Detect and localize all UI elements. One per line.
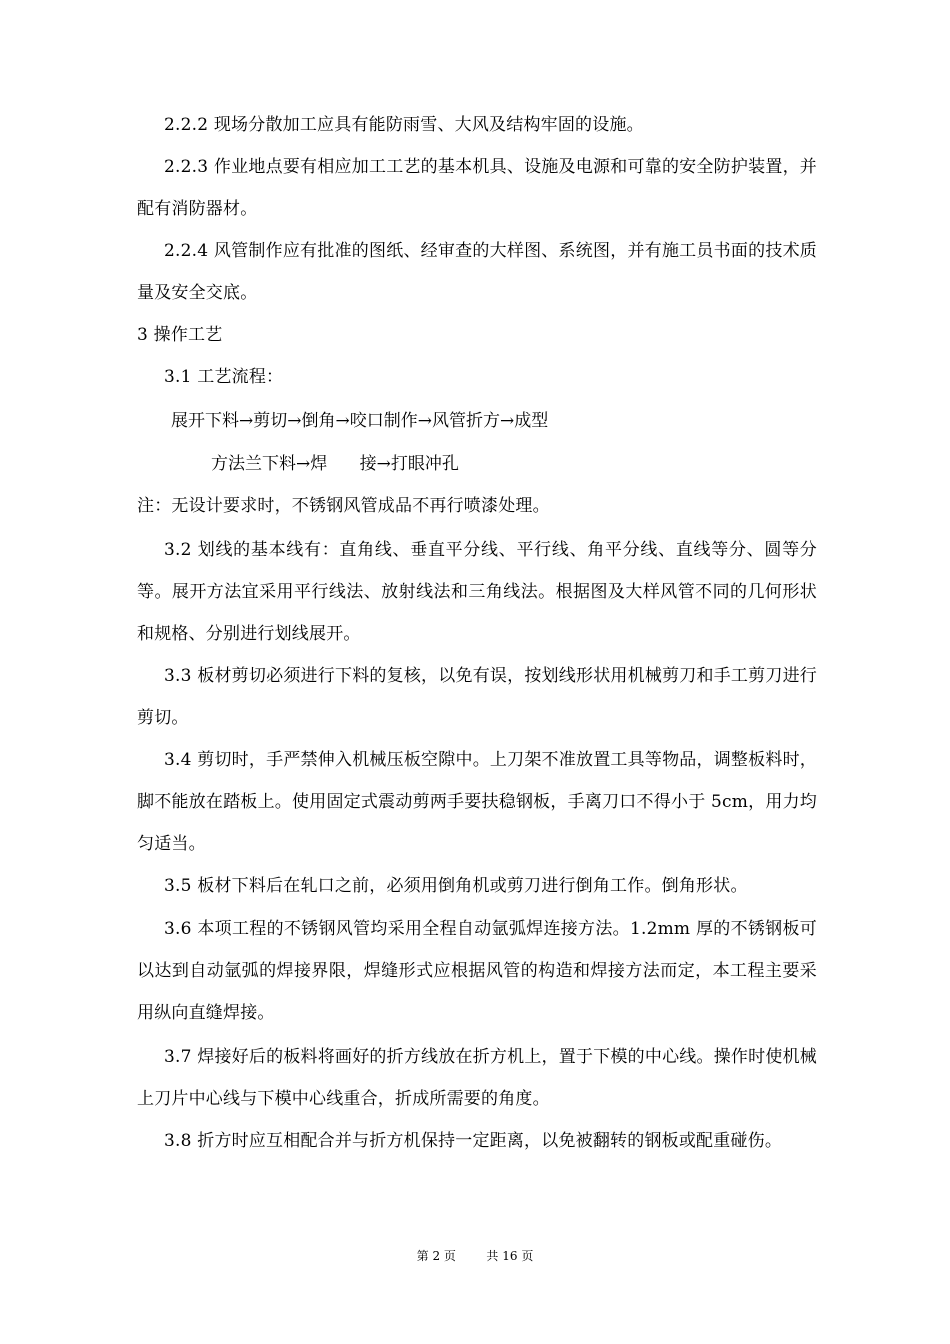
paragraph-2-2-3: 2.2.3 作业地点要有相应加工工艺的基本机具、设施及电源和可靠的安全防护装置，并配有消防器材。 bbox=[137, 157, 817, 219]
process-flow-line-2: 方法兰下料→焊 接→打眼冲孔 bbox=[211, 454, 459, 474]
paragraph-3-5: 3.5 板材下料后在轧口之前，必须用倒角机或剪刀进行倒角工作。倒角形状。 bbox=[164, 876, 748, 896]
paragraph-3-7: 3.7 焊接好后的板料将画好的折方线放在折方机上，置于下模的中心线。操作时使机械上刀片中心线与下模中心线重合，折成所需要的角度。 bbox=[137, 1047, 817, 1109]
section-heading-3: 3 操作工艺 bbox=[137, 325, 223, 345]
paragraph-3-2: 3.2 划线的基本线有：直角线、垂直平分线、平行线、角平分线、直线等分、圆等分等。展开方法宜采用平行线法、放射线法和三角线法。根据图及大样风管不同的几何形状和规格、分别进行划线展开。 bbox=[137, 540, 817, 644]
paragraph-2-2-4: 2.2.4 风管制作应有批准的图纸、经审查的大样图、系统图，并有施工员书面的技术质量及安全交底。 bbox=[137, 241, 817, 303]
paragraph-3-8: 3.8 折方时应互相配合并与折方机保持一定距离，以免被翻转的钢板或配重碰伤。 bbox=[164, 1131, 783, 1151]
paragraph-3-6: 3.6 本项工程的不锈钢风管均采用全程自动氩弧焊连接方法。1.2mm 厚的不锈钢板可以达到自动氩弧的焊接界限，焊缝形式应根据风管的构造和焊接方法而定，本工程主要采用纵向直缝焊接。 bbox=[137, 919, 817, 1023]
process-flow-line-1: 展开下料→剪切→倒角→咬口制作→风管折方→成型 bbox=[171, 411, 549, 431]
page-footer: 第 2 页 共 16 页 bbox=[416, 1249, 534, 1263]
paragraph-3-3: 3.3 板材剪切必须进行下料的复核，以免有误，按划线形状用机械剪刀和手工剪刀进行剪切。 bbox=[137, 666, 817, 728]
paragraph-3-4: 3.4 剪切时，手严禁伸入机械压板空隙中。上刀架不准放置工具等物品，调整板料时，脚不能放在踏板上。使用固定式震动剪两手要扶稳钢板，手离刀口不得小于 5cm，用力均匀适当。 bbox=[137, 750, 817, 854]
paragraph-3-1: 3.1 工艺流程： bbox=[164, 367, 284, 387]
note-paragraph: 注：无设计要求时，不锈钢风管成品不再行喷漆处理。 bbox=[137, 496, 550, 516]
paragraph-2-2-2: 2.2.2 现场分散加工应具有能防雨雪、大风及结构牢固的设施。 bbox=[164, 115, 644, 135]
